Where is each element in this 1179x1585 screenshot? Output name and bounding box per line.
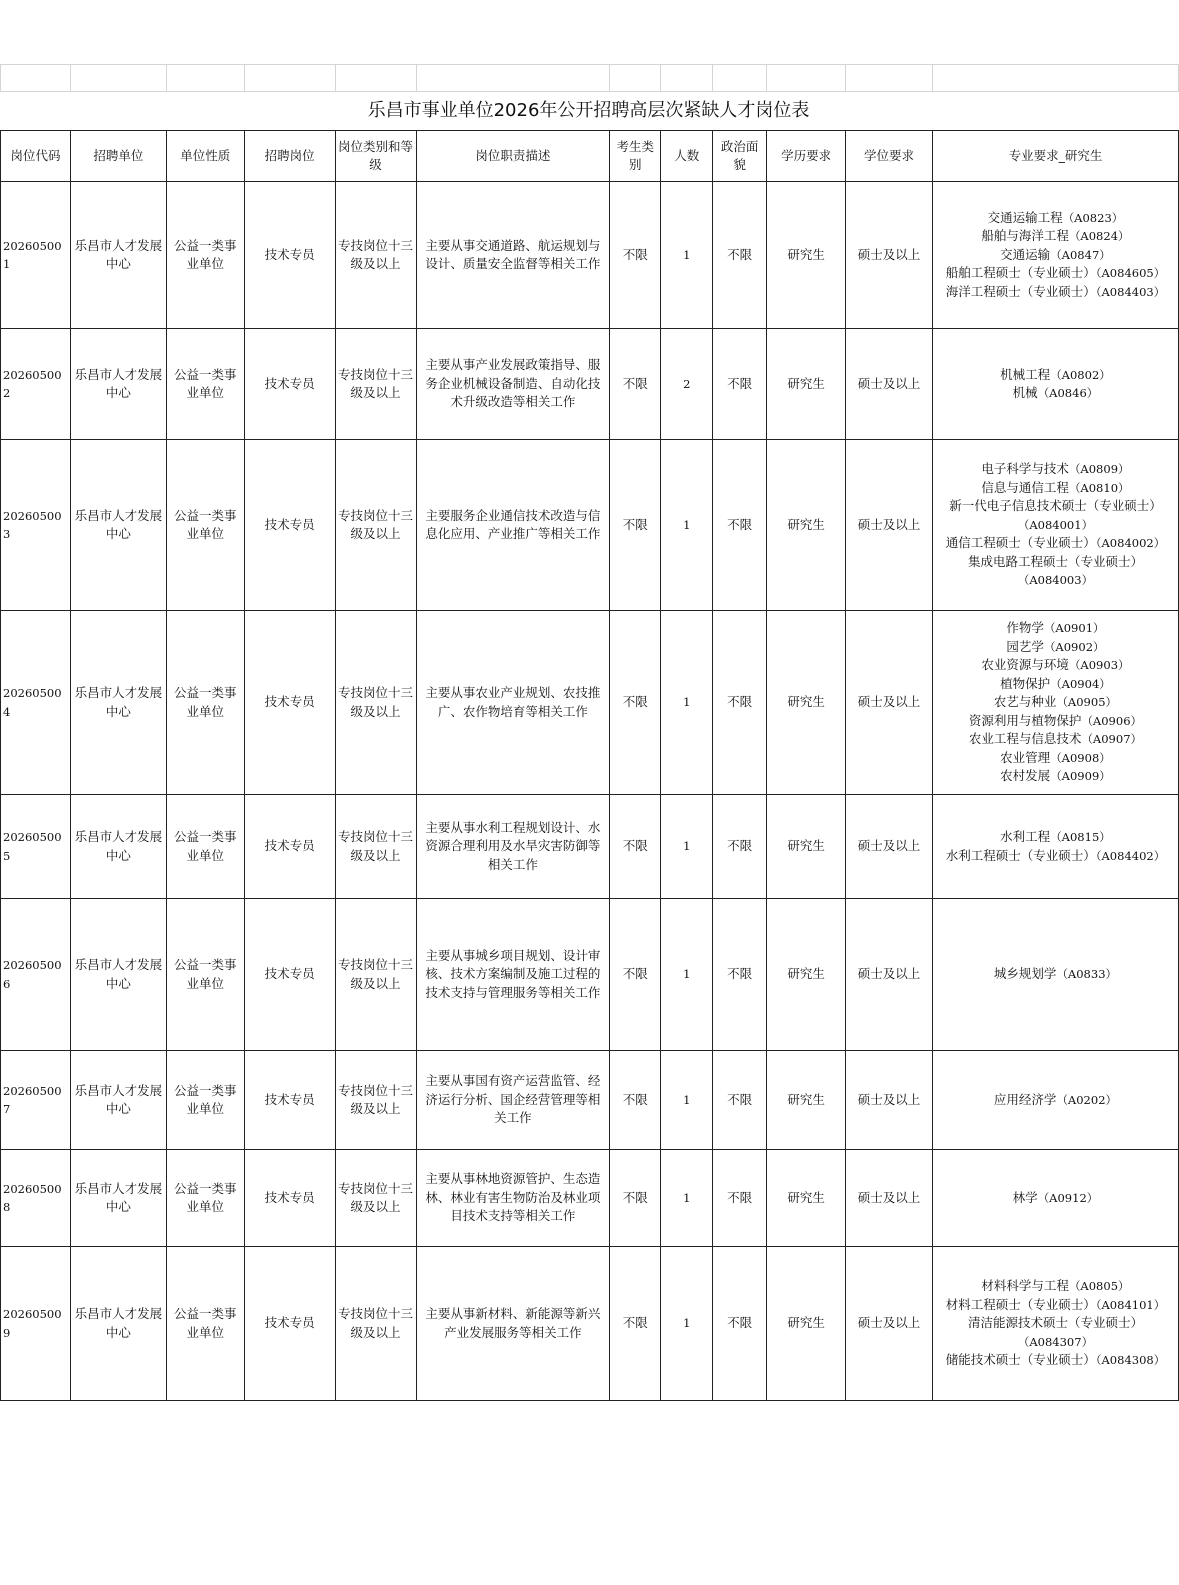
position-code: 202605006 — [1, 899, 71, 1051]
candidate-type: 不限 — [610, 611, 661, 795]
degree-requirement: 硕士及以上 — [846, 440, 933, 611]
unit-nature: 公益一类事业单位 — [166, 899, 244, 1051]
unit-nature: 公益一类事业单位 — [166, 182, 244, 329]
post-name: 技术专员 — [244, 611, 335, 795]
table-row — [1, 1051, 1179, 1150]
major-item: 农业资源与环境（A0903） — [981, 657, 1130, 673]
table-row — [1, 1150, 1179, 1247]
education-requirement: 研究生 — [767, 1051, 846, 1150]
political-status: 不限 — [713, 795, 767, 899]
major-item: 交通运输（A0847） — [1000, 246, 1111, 262]
recruiting-unit: 乐昌市人才发展中心 — [70, 1051, 166, 1150]
political-status: 不限 — [713, 440, 767, 611]
header-row — [1, 131, 1179, 182]
major-item: 集成电路工程硕士（专业硕士） — [967, 553, 1143, 569]
political-status: 不限 — [713, 329, 767, 440]
major-requirement — [932, 795, 1178, 899]
column-header: 人数 — [661, 131, 713, 182]
major-item: 信息与通信工程（A0810） — [981, 479, 1130, 495]
degree-requirement: 硕士及以上 — [846, 1051, 933, 1150]
recruiting-unit: 乐昌市人才发展中心 — [70, 899, 166, 1051]
education-requirement: 研究生 — [767, 1247, 846, 1401]
table-row — [1, 899, 1179, 1051]
major-item: 海洋工程硕士（专业硕士）（A084403） — [945, 283, 1166, 299]
position-code: 202605002 — [1, 329, 71, 440]
degree-requirement: 硕士及以上 — [846, 1247, 933, 1401]
job-description: 主要从事产业发展政策指导、服务企业机械设备制造、自动化技术升级改造等相关工作 — [416, 329, 610, 440]
major-requirement — [932, 1247, 1178, 1401]
post-grade: 专技岗位十三级及以上 — [335, 1247, 416, 1401]
table-row — [1, 611, 1179, 795]
political-status: 不限 — [713, 611, 767, 795]
job-description: 主要从事国有资产运营监管、经济运行分析、国企经营管理等相关工作 — [416, 1051, 610, 1150]
candidate-type: 不限 — [610, 182, 661, 329]
major-item: 植物保护（A0904） — [1000, 675, 1111, 691]
candidate-type: 不限 — [610, 1051, 661, 1150]
major-item: 新一代电子信息技术硕士（专业硕士） — [949, 498, 1162, 514]
post-grade: 专技岗位十三级及以上 — [335, 1051, 416, 1150]
column-header: 学位要求 — [846, 131, 933, 182]
unit-nature: 公益一类事业单位 — [166, 795, 244, 899]
post-name: 技术专员 — [244, 899, 335, 1051]
education-requirement: 研究生 — [767, 1150, 846, 1247]
job-table — [0, 64, 1179, 1401]
headcount: 1 — [661, 795, 713, 899]
candidate-type: 不限 — [610, 440, 661, 611]
education-requirement: 研究生 — [767, 611, 846, 795]
position-code: 202605001 — [1, 182, 71, 329]
major-requirement — [932, 899, 1178, 1051]
major-item: 城乡规划学（A0833） — [993, 966, 1118, 982]
job-description: 主要从事城乡项目规划、设计审核、技术方案编制及施工过程的技术支持与管理服务等相关工作 — [416, 899, 610, 1051]
degree-requirement: 硕士及以上 — [846, 899, 933, 1051]
political-status: 不限 — [713, 1150, 767, 1247]
major-requirement — [932, 611, 1178, 795]
post-name: 技术专员 — [244, 329, 335, 440]
major-item: 材料工程硕士（专业硕士）（A084101） — [945, 1296, 1166, 1312]
degree-requirement: 硕士及以上 — [846, 329, 933, 440]
table-row — [1, 440, 1179, 611]
post-grade: 专技岗位十三级及以上 — [335, 1150, 416, 1247]
recruiting-unit: 乐昌市人才发展中心 — [70, 1150, 166, 1247]
candidate-type: 不限 — [610, 899, 661, 1051]
major-requirement — [932, 182, 1178, 329]
recruiting-unit: 乐昌市人才发展中心 — [70, 329, 166, 440]
major-requirement — [932, 1051, 1178, 1150]
headcount: 1 — [661, 1247, 713, 1401]
major-requirement — [932, 440, 1178, 611]
post-name: 技术专员 — [244, 1051, 335, 1150]
job-description: 主要从事农业产业规划、农技推广、农作物培育等相关工作 — [416, 611, 610, 795]
major-item: （A084003） — [1017, 573, 1094, 588]
column-header: 岗位职责描述 — [416, 131, 610, 182]
page-title: 乐昌市事业单位2026年公开招聘高层次紧缺人才岗位表 — [1, 92, 1179, 131]
major-item: 林学（A0912） — [1012, 1189, 1099, 1205]
spreadsheet — [0, 64, 1179, 1401]
major-item: 电子科学与技术（A0809） — [981, 461, 1130, 477]
education-requirement: 研究生 — [767, 182, 846, 329]
major-item: 作物学（A0901） — [1006, 620, 1105, 636]
position-code: 202605005 — [1, 795, 71, 899]
major-item: 船舶与海洋工程（A0824） — [981, 228, 1130, 244]
major-item: 机械工程（A0802） — [1000, 366, 1111, 382]
political-status: 不限 — [713, 1051, 767, 1150]
major-item: 资源利用与植物保护（A0906） — [968, 712, 1143, 728]
post-grade: 专技岗位十三级及以上 — [335, 899, 416, 1051]
degree-requirement: 硕士及以上 — [846, 182, 933, 329]
headcount: 2 — [661, 329, 713, 440]
degree-requirement: 硕士及以上 — [846, 1150, 933, 1247]
table-row — [1, 182, 1179, 329]
degree-requirement: 硕士及以上 — [846, 611, 933, 795]
major-item: 水利工程硕士（专业硕士）（A084402） — [945, 847, 1166, 863]
post-name: 技术专员 — [244, 1247, 335, 1401]
major-item: 园艺学（A0902） — [1006, 638, 1105, 654]
table-row — [1, 1247, 1179, 1401]
recruiting-unit: 乐昌市人才发展中心 — [70, 795, 166, 899]
headcount: 1 — [661, 1150, 713, 1247]
job-description: 主要从事新材料、新能源等新兴产业发展服务等相关工作 — [416, 1247, 610, 1401]
column-header: 专业要求_研究生 — [932, 131, 1178, 182]
recruiting-unit: 乐昌市人才发展中心 — [70, 182, 166, 329]
headcount: 1 — [661, 182, 713, 329]
post-grade: 专技岗位十三级及以上 — [335, 182, 416, 329]
job-description: 主要服务企业通信技术改造与信息化应用、产业推广等相关工作 — [416, 440, 610, 611]
table-row — [1, 329, 1179, 440]
degree-requirement: 硕士及以上 — [846, 795, 933, 899]
recruiting-unit: 乐昌市人才发展中心 — [70, 1247, 166, 1401]
major-requirement — [932, 1150, 1178, 1247]
position-code: 202605004 — [1, 611, 71, 795]
position-code: 202605003 — [1, 440, 71, 611]
major-item: 农业管理（A0908） — [1000, 749, 1111, 765]
candidate-type: 不限 — [610, 1247, 661, 1401]
major-item: （A084001） — [1017, 517, 1094, 532]
column-header: 政治面貌 — [713, 131, 767, 182]
position-code: 202605009 — [1, 1247, 71, 1401]
headcount: 1 — [661, 899, 713, 1051]
unit-nature: 公益一类事业单位 — [166, 1150, 244, 1247]
headcount: 1 — [661, 611, 713, 795]
political-status: 不限 — [713, 899, 767, 1051]
job-description: 主要从事交通道路、航运规划与设计、质量安全监督等相关工作 — [416, 182, 610, 329]
unit-nature: 公益一类事业单位 — [166, 611, 244, 795]
job-description: 主要从事水利工程规划设计、水资源合理利用及水旱灾害防御等相关工作 — [416, 795, 610, 899]
political-status: 不限 — [713, 182, 767, 329]
education-requirement: 研究生 — [767, 329, 846, 440]
major-item: （A084307） — [1017, 1334, 1094, 1349]
unit-nature: 公益一类事业单位 — [166, 440, 244, 611]
major-item: 清洁能源技术硕士（专业硕士） — [967, 1315, 1143, 1331]
post-grade: 专技岗位十三级及以上 — [335, 611, 416, 795]
major-item: 通信工程硕士（专业硕士）（A084002） — [945, 535, 1166, 551]
major-requirement — [932, 329, 1178, 440]
post-name: 技术专员 — [244, 182, 335, 329]
candidate-type: 不限 — [610, 795, 661, 899]
post-grade: 专技岗位十三级及以上 — [335, 440, 416, 611]
column-header: 学历要求 — [767, 131, 846, 182]
political-status: 不限 — [713, 1247, 767, 1401]
post-name: 技术专员 — [244, 440, 335, 611]
unit-nature: 公益一类事业单位 — [166, 1051, 244, 1150]
candidate-type: 不限 — [610, 329, 661, 440]
unit-nature: 公益一类事业单位 — [166, 1247, 244, 1401]
empty-grid-row — [1, 65, 1179, 92]
major-item: 储能技术硕士（专业硕士）（A084308） — [945, 1352, 1166, 1368]
column-header: 招聘岗位 — [244, 131, 335, 182]
column-header: 岗位类别和等级 — [335, 131, 416, 182]
major-item: 应用经济学（A0202） — [993, 1091, 1118, 1107]
position-code: 202605008 — [1, 1150, 71, 1247]
headcount: 1 — [661, 1051, 713, 1150]
recruiting-unit: 乐昌市人才发展中心 — [70, 440, 166, 611]
post-name: 技术专员 — [244, 795, 335, 899]
major-item: 船舶工程硕士（专业硕士）（A084605） — [945, 265, 1166, 281]
major-item: 水利工程（A0815） — [1000, 829, 1111, 844]
position-code: 202605007 — [1, 1051, 71, 1150]
post-grade: 专技岗位十三级及以上 — [335, 329, 416, 440]
column-header: 招聘单位 — [70, 131, 166, 182]
post-name: 技术专员 — [244, 1150, 335, 1247]
headcount: 1 — [661, 440, 713, 611]
unit-nature: 公益一类事业单位 — [166, 329, 244, 440]
table-row — [1, 795, 1179, 899]
column-header: 考生类别 — [610, 131, 661, 182]
major-item: 农村发展（A0909） — [1000, 768, 1111, 784]
education-requirement: 研究生 — [767, 899, 846, 1051]
major-item: 材料科学与工程（A0805） — [981, 1278, 1130, 1294]
major-item: 农艺与种业（A0905） — [993, 694, 1118, 710]
education-requirement: 研究生 — [767, 440, 846, 611]
major-item: 机械（A0846） — [1012, 385, 1099, 400]
major-item: 农业工程与信息技术（A0907） — [968, 731, 1143, 747]
education-requirement: 研究生 — [767, 795, 846, 899]
job-description: 主要从事林地资源管护、生态造林、林业有害生物防治及林业项目技术支持等相关工作 — [416, 1150, 610, 1247]
post-grade: 专技岗位十三级及以上 — [335, 795, 416, 899]
candidate-type: 不限 — [610, 1150, 661, 1247]
recruiting-unit: 乐昌市人才发展中心 — [70, 611, 166, 795]
major-item: 交通运输工程（A0823） — [987, 209, 1124, 225]
column-header: 单位性质 — [166, 131, 244, 182]
title-row — [1, 92, 1179, 131]
column-header: 岗位代码 — [1, 131, 71, 182]
